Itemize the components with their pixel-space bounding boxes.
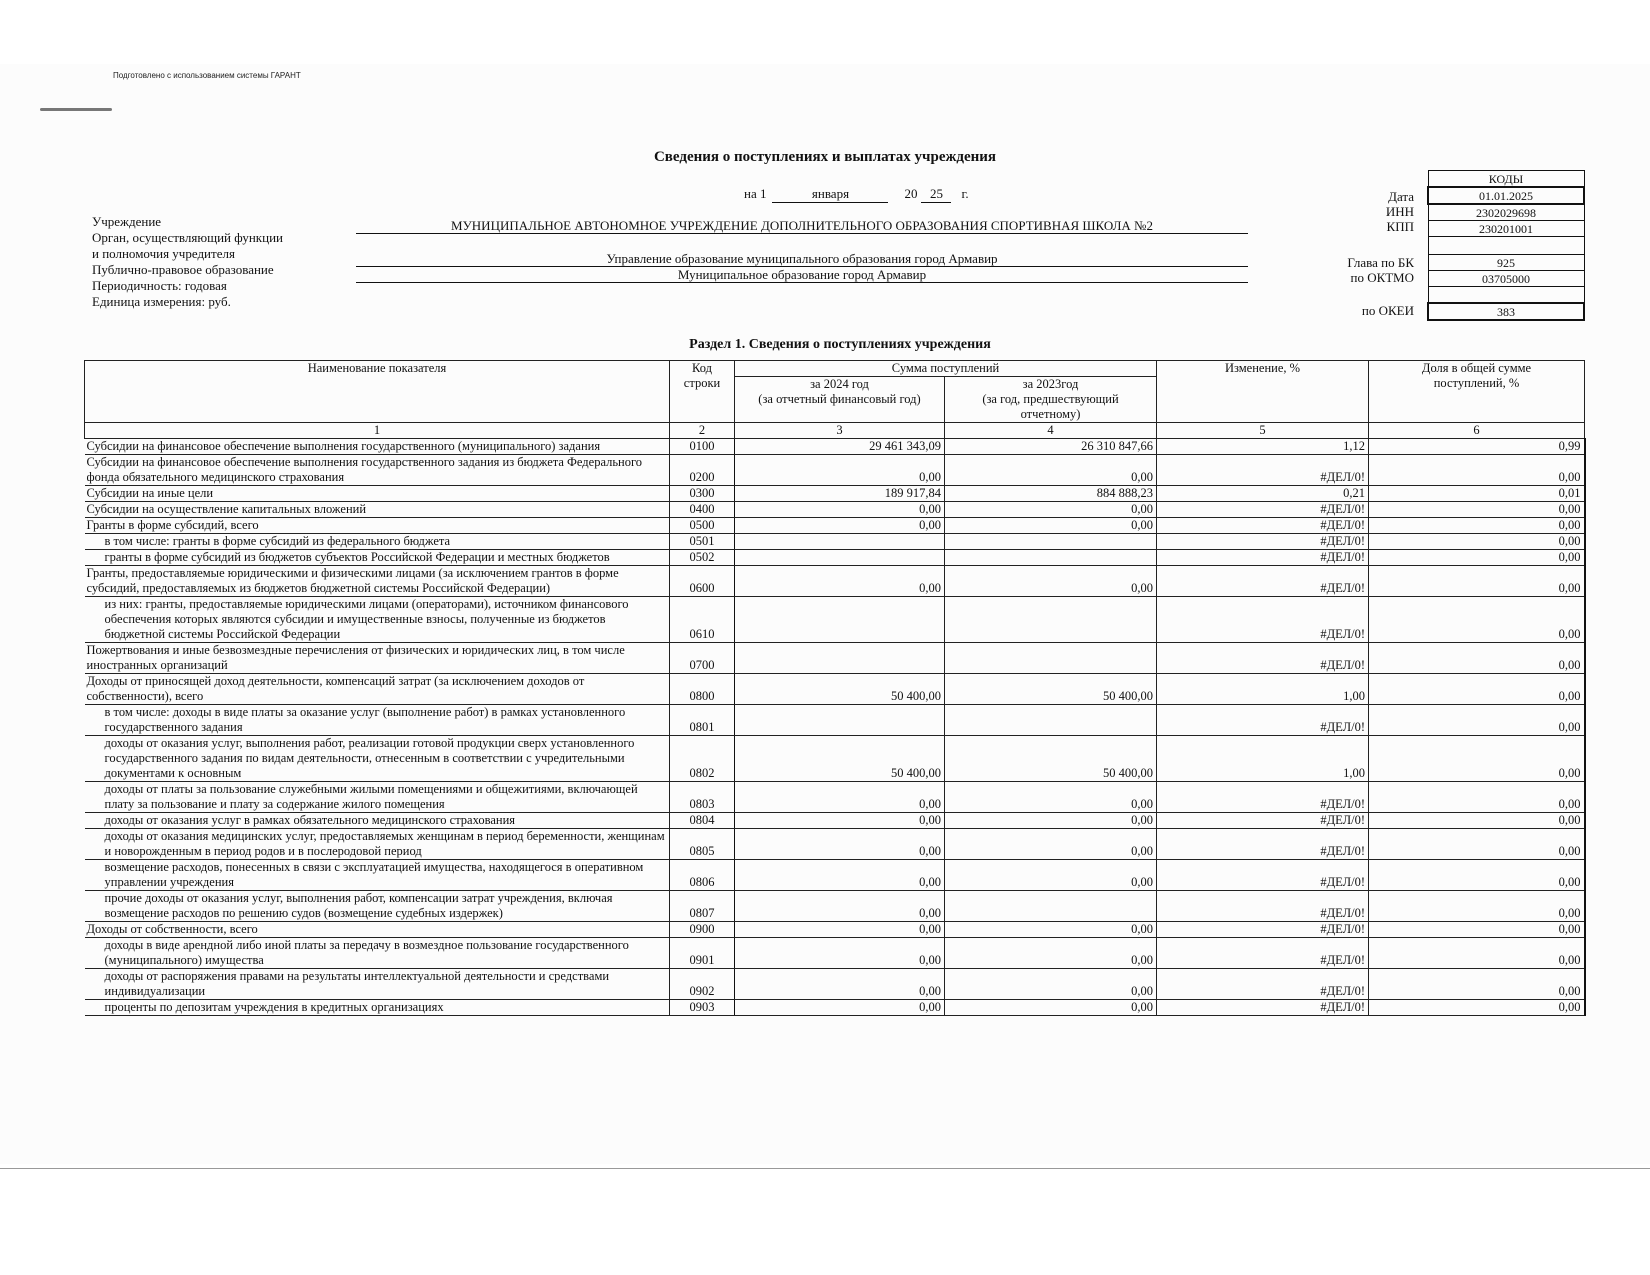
row-share: 0,00 [1369, 534, 1585, 550]
row-code: 0100 [670, 439, 735, 455]
garant-note: Подготовлено с использованием системы ГАРАНТ [113, 71, 301, 80]
row-code: 0300 [670, 486, 735, 502]
row-code: 0806 [670, 860, 735, 891]
date-year-prefix: 20 [904, 186, 918, 201]
table-row [85, 518, 1585, 534]
row-change: #ДЕЛ/0! [1157, 643, 1369, 674]
row-sum-2024: 0,00 [735, 518, 945, 534]
public-entity-label: Публично-правовое образование [92, 262, 274, 277]
row-name: доходы от оказания услуг, выполнения работ, реализации готовой продукции сверх установленного государственного задания по видам деятельности, отнесенным в соответствии с учредительными документами к основным [85, 736, 670, 782]
table-row [85, 1000, 1585, 1016]
row-name: Гранты, предоставляемые юридическими и физическими лицами (за исключением грантов в форме субсидий, предоставляемых из бюджетов бюджетной системы Российской Федерации) [85, 566, 670, 597]
row-name: Доходы от приносящей доход деятельности, компенсаций затрат (за исключением доходов от собственности), всего [85, 674, 670, 705]
table-row [85, 813, 1585, 829]
row-name: Гранты в форме субсидий, всего [85, 518, 670, 534]
header-2023-3: отчетному) [1020, 407, 1081, 421]
codes-date: 01.01.2025 [1428, 187, 1584, 204]
row-sum-2024: 0,00 [735, 829, 945, 860]
table-row [85, 969, 1585, 1000]
row-change: #ДЕЛ/0! [1157, 1000, 1369, 1016]
codes-empty [1428, 237, 1584, 255]
institution-label: Учреждение [92, 214, 162, 229]
row-name: возмещение расходов, понесенных в связи с эксплуатацией имущества, находящегося в оперативном управлении учреждения [85, 860, 670, 891]
table-row [85, 922, 1585, 938]
row-sum-2023 [945, 550, 1157, 566]
row-change: #ДЕЛ/0! [1157, 829, 1369, 860]
index-cell: 4 [945, 423, 1157, 439]
row-code: 0500 [670, 518, 735, 534]
founder-label-2: и полномочия учредителя [92, 246, 235, 261]
row-code: 0804 [670, 813, 735, 829]
row-name: доходы от оказания медицинских услуг, предоставляемых женщинам в период беременности, женщинам и новорожденным в период родов и в послеродовой период [85, 829, 670, 860]
header-sum: Сумма поступлений [735, 361, 1157, 377]
header-change: Изменение, % [1157, 361, 1369, 423]
header-share-1: Доля в общей сумме [1421, 361, 1532, 375]
row-sum-2024: 189 917,84 [735, 486, 945, 502]
table-row [85, 938, 1585, 969]
row-share: 0,00 [1369, 705, 1585, 736]
table-row [85, 566, 1585, 597]
row-name: Субсидии на финансовое обеспечение выполнения государственного задания из бюджета Федерального фонда обязательного медицинского страхования [85, 455, 670, 486]
row-sum-2023: 884 888,23 [945, 486, 1157, 502]
row-name: Доходы от собственности, всего [85, 922, 670, 938]
date-year-suffix: 25 [921, 186, 951, 203]
row-sum-2023: 50 400,00 [945, 736, 1157, 782]
row-sum-2023: 0,00 [945, 518, 1157, 534]
row-code: 0901 [670, 938, 735, 969]
table-row [85, 829, 1585, 860]
header-2024-2: (за отчетный финансовый год) [758, 392, 921, 406]
row-code: 0200 [670, 455, 735, 486]
public-entity-name: Муниципальное образование город Армавир [356, 267, 1248, 283]
row-change: #ДЕЛ/0! [1157, 813, 1369, 829]
row-sum-2024: 0,00 [735, 860, 945, 891]
row-code: 0700 [670, 643, 735, 674]
index-row [85, 423, 1585, 439]
row-sum-2024 [735, 705, 945, 736]
founder-label-1: Орган, осуществляющий функции [92, 230, 283, 245]
row-share: 0,00 [1369, 938, 1585, 969]
scan-artifact [40, 108, 112, 111]
row-share: 0,00 [1369, 643, 1585, 674]
codes-oktmo: 03705000 [1428, 271, 1584, 287]
row-share: 0,00 [1369, 566, 1585, 597]
table-row [85, 550, 1585, 566]
row-sum-2024: 50 400,00 [735, 736, 945, 782]
table-row [85, 439, 1585, 455]
row-sum-2024: 0,00 [735, 891, 945, 922]
header-2023-1: за 2023год [1022, 377, 1079, 391]
table-row [85, 534, 1585, 550]
row-share: 0,00 [1369, 550, 1585, 566]
row-change: 1,00 [1157, 674, 1369, 705]
row-sum-2023: 0,00 [945, 566, 1157, 597]
header-2024-1: за 2024 год [810, 377, 869, 391]
row-change: #ДЕЛ/0! [1157, 597, 1369, 643]
row-change: #ДЕЛ/0! [1157, 455, 1369, 486]
row-code: 0600 [670, 566, 735, 597]
periodicity: Периодичность: годовая [92, 278, 227, 293]
row-share: 0,00 [1369, 1000, 1585, 1016]
row-share: 0,00 [1369, 502, 1585, 518]
section-title: Раздел 1. Сведения о поступлениях учреждения [689, 337, 991, 352]
row-sum-2024: 0,00 [735, 502, 945, 518]
codes-oktmo-label: по ОКТМО [1350, 270, 1414, 285]
row-share: 0,00 [1369, 518, 1585, 534]
founder-name: Управление образование муниципального образования город Армавир [356, 251, 1248, 267]
row-sum-2023: 0,00 [945, 969, 1157, 1000]
row-change: #ДЕЛ/0! [1157, 566, 1369, 597]
receipts-table [84, 360, 1586, 1016]
row-code: 0805 [670, 829, 735, 860]
row-sum-2023: 0,00 [945, 1000, 1157, 1016]
row-share: 0,00 [1369, 860, 1585, 891]
row-share: 0,00 [1369, 455, 1585, 486]
row-sum-2024 [735, 597, 945, 643]
table-row [85, 782, 1585, 813]
row-change: #ДЕЛ/0! [1157, 550, 1369, 566]
row-sum-2023: 0,00 [945, 502, 1157, 518]
table-row [85, 891, 1585, 922]
row-code: 0610 [670, 597, 735, 643]
row-name: доходы от платы за пользование служебными жилыми помещениями и общежитиями, включающей плату за пользование и плату за содержание жилого помещения [85, 782, 670, 813]
index-cell: 2 [670, 423, 735, 439]
header-code-2: строки [683, 376, 721, 390]
unit-of-measure: Единица измерения: руб. [92, 294, 231, 309]
row-sum-2024: 0,00 [735, 922, 945, 938]
row-sum-2023: 0,00 [945, 922, 1157, 938]
index-cell: 1 [85, 423, 670, 439]
row-share: 0,00 [1369, 674, 1585, 705]
row-sum-2024: 29 461 343,09 [735, 439, 945, 455]
header-2023 [945, 377, 1157, 423]
row-sum-2024: 0,00 [735, 455, 945, 486]
row-sum-2024: 0,00 [735, 566, 945, 597]
row-name: Субсидии на финансовое обеспечение выполнения государственного (муниципального) задания [85, 439, 670, 455]
row-sum-2023 [945, 705, 1157, 736]
row-name: гранты в форме субсидий из бюджетов субъектов Российской Федерации и местных бюджетов [85, 550, 670, 566]
row-name: прочие доходы от оказания услуг, выполнения работ, компенсации затрат учреждения, включая возмещение расходов по решению судов (возмещение судебных издержек) [85, 891, 670, 922]
row-share: 0,00 [1369, 736, 1585, 782]
row-change: #ДЕЛ/0! [1157, 938, 1369, 969]
row-name: доходы от распоряжения правами на результаты интеллектуальной деятельности и средствами индивидуализации [85, 969, 670, 1000]
row-share: 0,00 [1369, 829, 1585, 860]
row-change: #ДЕЛ/0! [1157, 705, 1369, 736]
row-code: 0902 [670, 969, 735, 1000]
header-code-1: Код [692, 361, 712, 375]
row-sum-2023: 26 310 847,66 [945, 439, 1157, 455]
row-code: 0400 [670, 502, 735, 518]
row-share: 0,00 [1369, 782, 1585, 813]
report-date-line [744, 186, 969, 203]
row-sum-2024: 0,00 [735, 969, 945, 1000]
row-code: 0502 [670, 550, 735, 566]
document-title: Сведения о поступлениях и выплатах учреждения [653, 149, 997, 165]
row-sum-2024 [735, 643, 945, 674]
row-change: #ДЕЛ/0! [1157, 860, 1369, 891]
codes-glava: 925 [1428, 255, 1584, 271]
row-change: #ДЕЛ/0! [1157, 518, 1369, 534]
codes-empty-2 [1428, 287, 1584, 304]
row-code: 0807 [670, 891, 735, 922]
codes-kpp-label: КПП [1386, 219, 1414, 234]
row-share: 0,99 [1369, 439, 1585, 455]
row-code: 0802 [670, 736, 735, 782]
table-row [85, 705, 1585, 736]
row-share: 0,00 [1369, 813, 1585, 829]
row-name: в том числе: доходы в виде платы за оказание услуг (выполнение работ) в рамках установленного государственного задания [85, 705, 670, 736]
codes-box [1427, 170, 1585, 321]
table-row [85, 860, 1585, 891]
row-sum-2023: 0,00 [945, 455, 1157, 486]
row-sum-2024: 50 400,00 [735, 674, 945, 705]
row-code: 0803 [670, 782, 735, 813]
row-sum-2024 [735, 550, 945, 566]
table-row [85, 455, 1585, 486]
row-code: 0903 [670, 1000, 735, 1016]
row-sum-2024: 0,00 [735, 782, 945, 813]
row-name: проценты по депозитам учреждения в кредитных организациях [85, 1000, 670, 1016]
row-sum-2023: 0,00 [945, 829, 1157, 860]
codes-glava-label: Глава по БК [1347, 255, 1414, 270]
row-sum-2023 [945, 534, 1157, 550]
row-name: Пожертвования и иные безвозмездные перечисления от физических и юридических лиц, в том числе иностранных организаций [85, 643, 670, 674]
row-name: Субсидии на осуществление капитальных вложений [85, 502, 670, 518]
header-2023-2: (за год, предшествующий [982, 392, 1119, 406]
row-change: #ДЕЛ/0! [1157, 969, 1369, 1000]
institution-name: МУНИЦИПАЛЬНОЕ АВТОНОМНОЕ УЧРЕЖДЕНИЕ ДОПОЛНИТЕЛЬНОГО ОБРАЗОВАНИЯ СПОРТИВНАЯ ШКОЛА №2 [356, 218, 1248, 234]
row-change: 1,12 [1157, 439, 1369, 455]
row-sum-2023 [945, 643, 1157, 674]
row-name: доходы от оказания услуг в рамках обязательного медицинского страхования [85, 813, 670, 829]
row-sum-2023: 50 400,00 [945, 674, 1157, 705]
date-month: января [772, 186, 888, 203]
header-share [1369, 361, 1585, 423]
row-sum-2023 [945, 891, 1157, 922]
table-row [85, 597, 1585, 643]
table-row [85, 502, 1585, 518]
row-name: Субсидии на иные цели [85, 486, 670, 502]
row-sum-2024: 0,00 [735, 1000, 945, 1016]
codes-okei-label: по ОКЕИ [1361, 303, 1414, 318]
row-change: 1,00 [1157, 736, 1369, 782]
row-change: #ДЕЛ/0! [1157, 782, 1369, 813]
row-sum-2023: 0,00 [945, 782, 1157, 813]
header-code [670, 361, 735, 423]
index-cell: 3 [735, 423, 945, 439]
codes-inn-label: ИНН [1385, 204, 1414, 219]
row-share: 0,00 [1369, 891, 1585, 922]
row-change: #ДЕЛ/0! [1157, 502, 1369, 518]
row-sum-2024: 0,00 [735, 938, 945, 969]
codes-okei: 383 [1428, 303, 1584, 320]
row-code: 0801 [670, 705, 735, 736]
codes-kpp: 230201001 [1428, 221, 1584, 237]
table-row [85, 486, 1585, 502]
header-name: Наименование показателя [85, 361, 670, 423]
row-code: 0900 [670, 922, 735, 938]
codes-header: КОДЫ [1428, 171, 1584, 188]
table-row [85, 736, 1585, 782]
date-prefix: на 1 [744, 186, 767, 201]
row-share: 0,00 [1369, 969, 1585, 1000]
row-sum-2023: 0,00 [945, 813, 1157, 829]
row-sum-2023: 0,00 [945, 860, 1157, 891]
table-row [85, 674, 1585, 705]
row-sum-2024: 0,00 [735, 813, 945, 829]
codes-date-label: Дата [1388, 189, 1414, 204]
date-suffix: г. [961, 186, 969, 201]
index-cell: 5 [1157, 423, 1369, 439]
row-change: 0,21 [1157, 486, 1369, 502]
row-share: 0,00 [1369, 597, 1585, 643]
header-share-2: поступлений, % [1433, 376, 1520, 390]
row-name: в том числе: гранты в форме субсидий из федерального бюджета [85, 534, 670, 550]
row-change: #ДЕЛ/0! [1157, 891, 1369, 922]
row-sum-2023 [945, 597, 1157, 643]
page-footer-line [0, 1168, 1650, 1169]
row-share: 0,01 [1369, 486, 1585, 502]
row-name: доходы в виде арендной либо иной платы за передачу в возмездное пользование государственного (муниципального) имущества [85, 938, 670, 969]
row-sum-2023: 0,00 [945, 938, 1157, 969]
row-change: #ДЕЛ/0! [1157, 534, 1369, 550]
row-share: 0,00 [1369, 922, 1585, 938]
index-cell: 6 [1369, 423, 1585, 439]
header-2024 [735, 377, 945, 423]
row-change: #ДЕЛ/0! [1157, 922, 1369, 938]
row-code: 0800 [670, 674, 735, 705]
row-code: 0501 [670, 534, 735, 550]
row-name: из них: гранты, предоставляемые юридическими лицами (операторами), источником финансового обеспечения которых являются субсидии и имущественные взносы, полученные из бюджетов бюджетной системы Российской Федерации [85, 597, 670, 643]
row-sum-2024 [735, 534, 945, 550]
table-row [85, 643, 1585, 674]
codes-inn: 2302029698 [1428, 204, 1584, 221]
